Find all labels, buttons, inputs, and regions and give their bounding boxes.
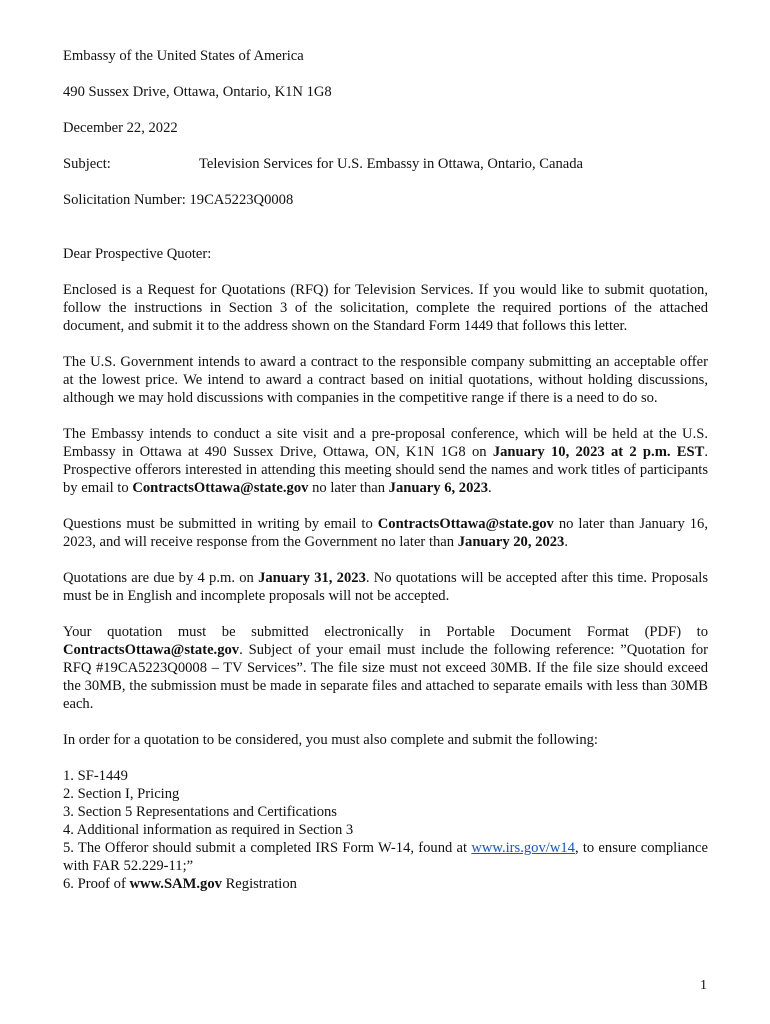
list-item: 3. Section 5 Representations and Certifications <box>63 804 337 820</box>
list-item: 5. The Offeror should submit a completed IRS Form W-14, found at www.irs.gov/w14, to ensure compliance with FAR 52.229-11;” <box>63 840 709 874</box>
contracts-email: ContractsOttawa@state.gov <box>132 480 309 496</box>
letter-date: December 22, 2022 <box>63 120 178 136</box>
list-item: 4. Additional information as required in Section 3 <box>63 822 354 838</box>
requirements-list <box>63 767 708 893</box>
solicitation-label: Solicitation Number: <box>63 192 186 208</box>
letter-body <box>63 47 708 893</box>
irs-w14-link[interactable]: www.irs.gov/w14 <box>471 840 575 856</box>
rsvp-deadline: January 6, 2023 <box>388 480 488 496</box>
response-deadline: January 20, 2023 <box>457 534 565 550</box>
list-item: 2. Section I, Pricing <box>63 786 180 802</box>
contracts-email: ContractsOttawa@state.gov <box>377 516 554 532</box>
subject-line <box>63 155 708 173</box>
list-item: 6. Proof of www.SAM.gov Registration <box>63 876 297 892</box>
paragraph-requirements: In order for a quotation to be considered, you must also complete and submit the following: <box>63 732 598 748</box>
paragraph-award-basis: The U.S. Government intends to award a contract to the responsible company submitting an acceptable offer at the lowest price. We intend to award a contract based on initial quotations, without holding discussions, although we may hold discussions with companies in the competitive range if there is a need to do so. <box>63 354 708 406</box>
paragraph-due-date: Quotations are due by 4 p.m. on January 31, 2023. No quotations will be accepted after this time. Proposals must be in English and incomplete proposals will not be accepted. <box>63 570 709 604</box>
paragraph-site-visit: The Embassy intends to conduct a site visit and a pre-proposal conference, which will be held at the U.S. Embassy in Ottawa at 490 Sussex Drive, Ottawa, ON, K1N 1G8 on January 10, 2023 at 2 p.m. EST. Prospective offerors interested in attending this meeting should send the names and work titles of participants by email to ContractsOttawa@state.gov no later than January 6, 2023. <box>63 426 709 496</box>
embassy-name: Embassy of the United States of America <box>63 48 304 64</box>
list-item: 1. SF-1449 <box>63 768 128 784</box>
solicitation-line <box>63 191 708 209</box>
contracts-email: ContractsOttawa@state.gov <box>63 642 240 658</box>
sam-gov-text: www.SAM.gov <box>129 876 222 892</box>
salutation: Dear Prospective Quoter: <box>63 246 212 262</box>
embassy-address: 490 Sussex Drive, Ottawa, Ontario, K1N 1G8 <box>63 84 332 100</box>
subject-value: Television Services for U.S. Embassy in Ottawa, Ontario, Canada <box>199 156 584 172</box>
page-number: 1 <box>700 978 707 993</box>
site-visit-date: January 10, 2023 at 2 p.m. EST <box>492 444 705 460</box>
paragraph-submission: Your quotation must be submitted electronically in Portable Document Format (PDF) to ContractsOttawa@state.gov. Subject of your email must include the following reference: ”Quotation for RFQ #19CA5223Q0008 – TV Services”. The file size must not exceed 30MB. If the file size should exceed the 30MB, the submission must be made in separate files and attached to separate emails with less than 30MB each. <box>63 624 708 712</box>
paragraph-rfq-intro: Enclosed is a Request for Quotations (RFQ) for Television Services. If you would like to submit quotation, follow the instructions in Section 3 of the solicitation, complete the required portions of the attached document, and submit it to the address shown on the Standard Form 1449 that follows this letter. <box>63 282 708 334</box>
solicitation-number: 19CA5223Q0008 <box>189 192 294 208</box>
subject-label: Subject: <box>63 156 111 172</box>
paragraph-questions: Questions must be submitted in writing by email to ContractsOttawa@state.gov no later than January 16, 2023, and will receive response from the Government no later than January 20, 2023. <box>63 516 708 550</box>
quotation-due-date: January 31, 2023 <box>258 570 366 586</box>
